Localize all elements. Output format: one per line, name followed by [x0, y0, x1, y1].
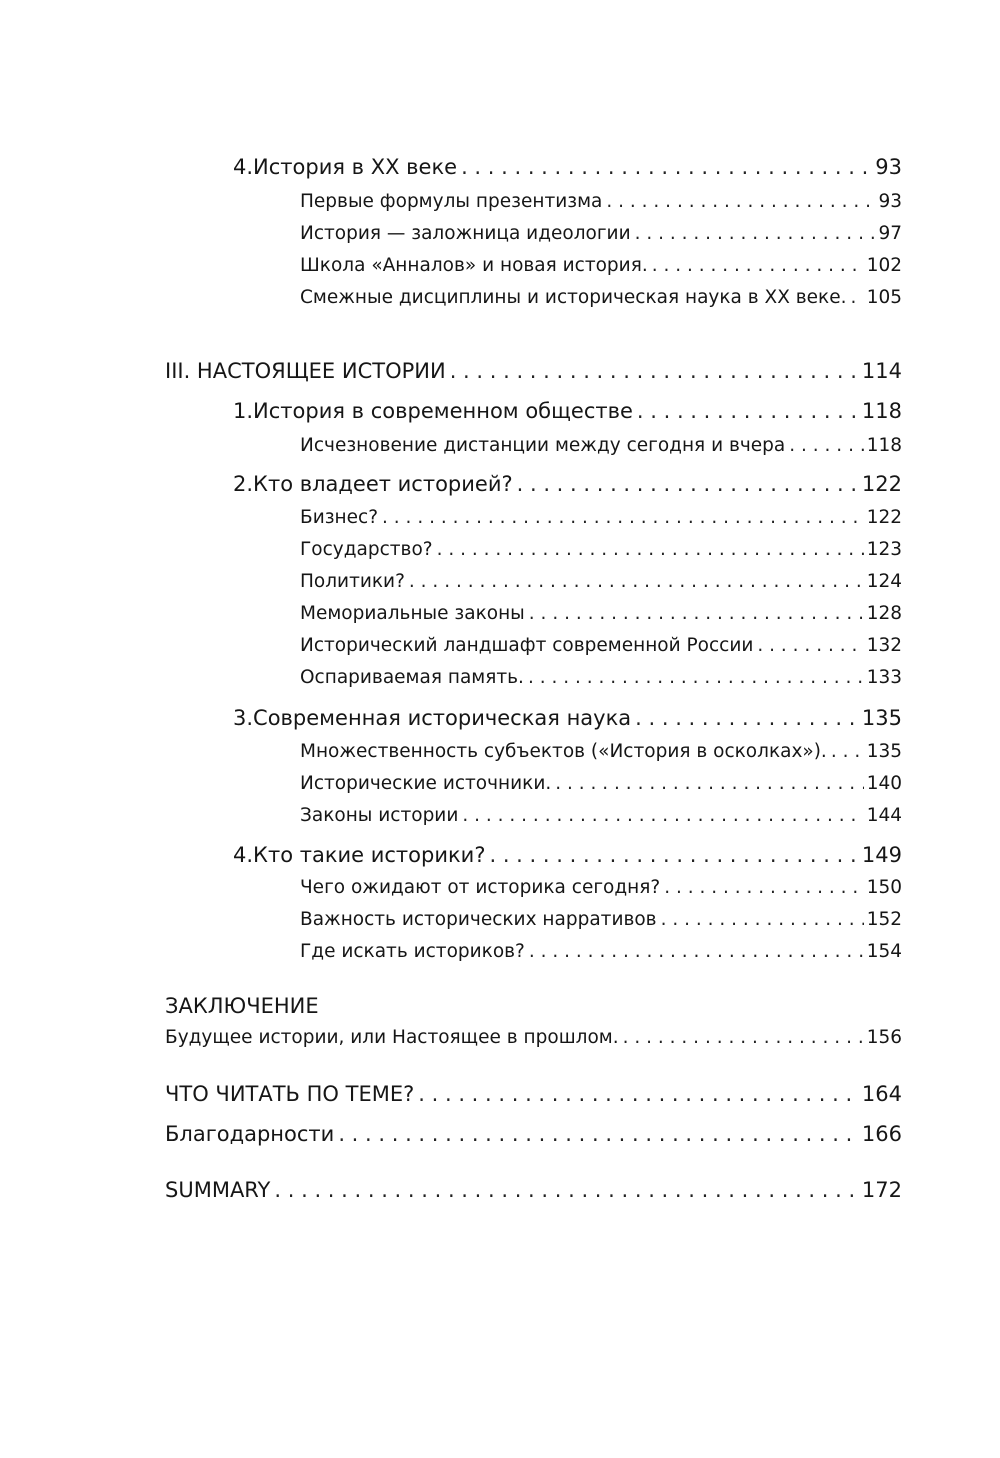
dot-leader	[623, 1027, 864, 1048]
page-number: 149	[861, 843, 902, 867]
page-number: 118	[861, 399, 902, 423]
page-number: 152	[866, 909, 902, 930]
toc-entry-title: Современная историческая наука	[253, 706, 632, 730]
page-number: 93	[878, 191, 902, 212]
page-number: 102	[866, 255, 902, 276]
dot-leader	[462, 805, 863, 826]
dot-leader	[635, 706, 859, 730]
page-number: 128	[866, 603, 902, 624]
page-number: 140	[866, 773, 902, 794]
toc-entry-title: Где искать историков?	[300, 941, 525, 962]
dot-leader	[637, 399, 859, 423]
chapter-number: 4.	[233, 843, 254, 867]
dot-leader	[461, 155, 872, 179]
dot-leader	[274, 1178, 859, 1202]
toc-entry-title: История в XX веке	[253, 155, 458, 179]
toc-entry-title: Первые формулы презентизма	[300, 191, 603, 212]
toc-entry-chapter	[233, 843, 902, 867]
toc-entry-title: SUMMARY	[165, 1178, 271, 1202]
toc-entry-section	[300, 571, 902, 592]
page-number: 133	[866, 667, 902, 688]
toc-entry-title: Кто владеет историей?	[253, 472, 513, 496]
toc-entry-chapter	[233, 706, 902, 730]
toc-entry-title: Исторический ландшафт современной России	[300, 635, 754, 656]
toc-entry-title: Школа «Анналов» и новая история.	[300, 255, 648, 276]
dot-leader	[409, 571, 864, 592]
toc-entry-section	[300, 909, 902, 930]
page-number: 132	[866, 635, 902, 656]
dot-leader	[418, 1082, 859, 1106]
chapter-number: 3.	[233, 706, 254, 730]
toc-entry-section	[300, 635, 902, 656]
page-number: 164	[861, 1082, 902, 1106]
toc-entry-section	[300, 741, 902, 762]
toc-entry-title: Мемориальные законы	[300, 603, 525, 624]
chapter-number: 4.	[233, 155, 254, 179]
dot-leader	[382, 507, 864, 528]
toc-entry-title: Смежные дисциплины и историческая наука в XX веке.	[300, 287, 847, 308]
page-number: 122	[861, 472, 902, 496]
toc-entry-section	[300, 667, 902, 688]
toc-entry-section	[165, 1027, 902, 1048]
toc-entry-title: Будущее истории, или Настоящее в прошлом.	[165, 1027, 619, 1048]
toc-entry-section	[300, 773, 902, 794]
dot-leader	[664, 877, 863, 898]
toc-entry-section	[300, 539, 902, 560]
page-number: 135	[866, 741, 902, 762]
page-number: 135	[861, 706, 902, 730]
toc-entry-title: ЧТО ЧИТАТЬ ПО ТЕМЕ?	[165, 1082, 415, 1106]
dot-leader	[529, 603, 864, 624]
dot-leader	[606, 191, 875, 212]
dot-leader	[635, 223, 876, 244]
dot-leader	[652, 255, 864, 276]
toc-entry-section	[300, 877, 902, 898]
dot-leader	[450, 359, 859, 383]
toc-entry-section	[300, 805, 902, 826]
dot-leader	[850, 287, 863, 308]
page-number: 172	[861, 1178, 902, 1202]
toc-entry-part	[165, 1082, 902, 1106]
toc-entry-chapter	[233, 472, 902, 496]
page-number: 93	[875, 155, 902, 179]
toc-entry-title: Бизнес?	[300, 507, 379, 528]
toc-entry-section	[300, 191, 902, 212]
toc-entry-section	[300, 941, 902, 962]
dot-leader	[517, 472, 859, 496]
page-number: 156	[866, 1027, 902, 1048]
page-number: 154	[866, 941, 902, 962]
toc-entry-title: Важность исторических нарративов	[300, 909, 657, 930]
toc-entry-section	[300, 435, 902, 456]
page-number: 144	[866, 805, 902, 826]
page-number: 166	[861, 1122, 902, 1146]
chapter-number: 2.	[233, 472, 254, 496]
toc-entry-title: Государство?	[300, 539, 433, 560]
chapter-number: 1.	[233, 399, 254, 423]
dot-leader	[437, 539, 864, 560]
page-number: 122	[866, 507, 902, 528]
toc-heading-conclusion: ЗАКЛЮЧЕНИЕ	[165, 994, 319, 1018]
page-number: 118	[866, 435, 902, 456]
toc-entry-title: Законы истории	[300, 805, 459, 826]
dot-leader	[528, 667, 864, 688]
toc-entry-part	[165, 359, 902, 383]
toc-entry-chapter	[233, 155, 902, 179]
toc-entry-section	[300, 287, 902, 308]
toc-entry-chapter	[233, 399, 902, 423]
page-number: 114	[861, 359, 902, 383]
dot-leader	[529, 941, 864, 962]
toc-entry-title: Множественность субъектов («История в осколках»).	[300, 741, 827, 762]
page-number: 150	[866, 877, 902, 898]
toc-entry-title: Исторические источники.	[300, 773, 552, 794]
toc-entry-title: Исчезновение дистанции между сегодня и вчера	[300, 435, 786, 456]
toc-entry-title: Политики?	[300, 571, 405, 592]
toc-entry-section	[300, 507, 902, 528]
toc-entry-section	[300, 223, 902, 244]
toc-entry-title: Чего ожидают от историка сегодня?	[300, 877, 661, 898]
dot-leader	[661, 909, 864, 930]
page-number: 97	[878, 223, 902, 244]
toc-entry-title: История — заложница идеологии	[300, 223, 631, 244]
toc-entry-section	[300, 255, 902, 276]
dot-leader	[555, 773, 863, 794]
page-number: 123	[866, 539, 902, 560]
dot-leader	[789, 435, 863, 456]
dot-leader	[489, 843, 858, 867]
toc-entry-title: История в современном обществе	[253, 399, 633, 423]
page-number: 105	[866, 287, 902, 308]
toc-entry-section	[300, 603, 902, 624]
dot-leader	[757, 635, 863, 656]
toc-entry-title: III. НАСТОЯЩЕЕ ИСТОРИИ	[165, 359, 446, 383]
toc-entry-title: Благодарности	[165, 1122, 335, 1146]
dot-leader	[831, 741, 864, 762]
dot-leader	[338, 1122, 859, 1146]
page-number: 124	[866, 571, 902, 592]
toc-entry-title: Кто такие историки?	[253, 843, 486, 867]
toc-entry-part	[165, 1178, 902, 1202]
toc-entry-part	[165, 1122, 902, 1146]
toc-entry-title: Оспариваемая память.	[300, 667, 524, 688]
